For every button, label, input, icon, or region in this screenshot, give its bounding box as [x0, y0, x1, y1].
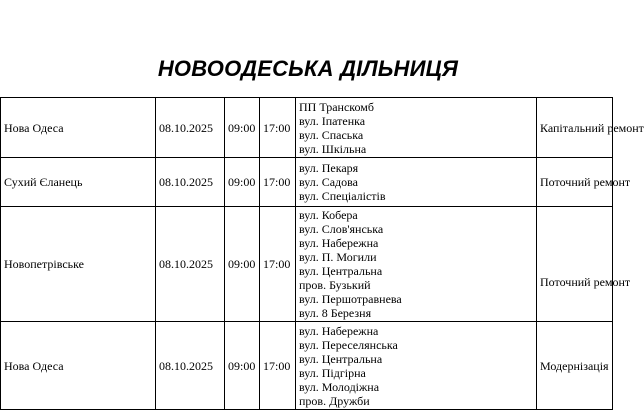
table-row [1, 158, 613, 207]
work-type-cell: Модернізація [537, 322, 613, 410]
work-type-cell: Поточний ремонт [537, 158, 613, 207]
street-item: вул. Спаська [299, 127, 364, 142]
street-item: вул. Центральна [299, 264, 383, 278]
street-item: пров. Дружби [299, 393, 370, 408]
streets-cell [296, 322, 537, 410]
settlement-cell: Нова Одеса [1, 98, 156, 158]
start-time-cell: 09:00 [225, 98, 260, 158]
street-item: вул. Центральна [299, 351, 383, 366]
streets-cell [296, 207, 537, 322]
street-item: вул. Набережна [299, 236, 379, 250]
end-time-cell: 17:00 [260, 322, 296, 410]
street-item: вул. Переселянська [299, 337, 398, 352]
street-item: вул. Підгірна [299, 365, 366, 380]
table-row [1, 207, 613, 322]
street-item: ПП Транскомб [299, 99, 374, 114]
street-item: пров. Бузький [299, 278, 371, 292]
street-item: вул. Набережна [299, 323, 379, 338]
date-cell: 08.10.2025 [156, 158, 225, 207]
street-item: вул. Молодіжна [299, 379, 380, 394]
end-time-cell: 17:00 [260, 98, 296, 158]
table-row [1, 98, 613, 158]
page-title: НОВООДЕСЬКА ДІЛЬНИЦЯ [157, 56, 459, 81]
street-item: вул. Садова [299, 175, 358, 189]
settlement-cell: Новопетрівське [1, 207, 156, 322]
end-time-cell: 17:00 [260, 207, 296, 322]
settlement-cell: Сухий Єланець [1, 158, 156, 207]
outage-schedule-table [0, 97, 644, 410]
start-time-cell: 09:00 [225, 322, 260, 410]
street-item: вул. Шкільна [299, 141, 367, 156]
table-row [1, 322, 613, 410]
date-cell: 08.10.2025 [156, 322, 225, 410]
settlement-cell: Нова Одеса [1, 322, 156, 410]
street-item: вул. Слов'янська [299, 222, 384, 236]
date-cell: 08.10.2025 [156, 207, 225, 322]
work-type-cell: Капітальний ремонт [537, 98, 613, 158]
street-item: вул. П. Могили [299, 250, 377, 264]
street-item: вул. Першотравнева [299, 292, 402, 306]
start-time-cell: 09:00 [225, 207, 260, 322]
street-item: вул. Спеціалістів [299, 189, 386, 203]
work-type-cell: Поточний ремонт [537, 207, 613, 322]
streets-cell [296, 158, 537, 207]
street-item: вул. Кобера [299, 208, 358, 222]
start-time-cell: 09:00 [225, 158, 260, 207]
street-item: вул. Іпатенка [299, 113, 366, 128]
date-cell: 08.10.2025 [156, 98, 225, 158]
streets-cell [296, 98, 537, 158]
street-item: вул. Пекаря [299, 161, 359, 175]
end-time-cell: 17:00 [260, 158, 296, 207]
street-item: вул. 8 Березня [299, 306, 372, 320]
